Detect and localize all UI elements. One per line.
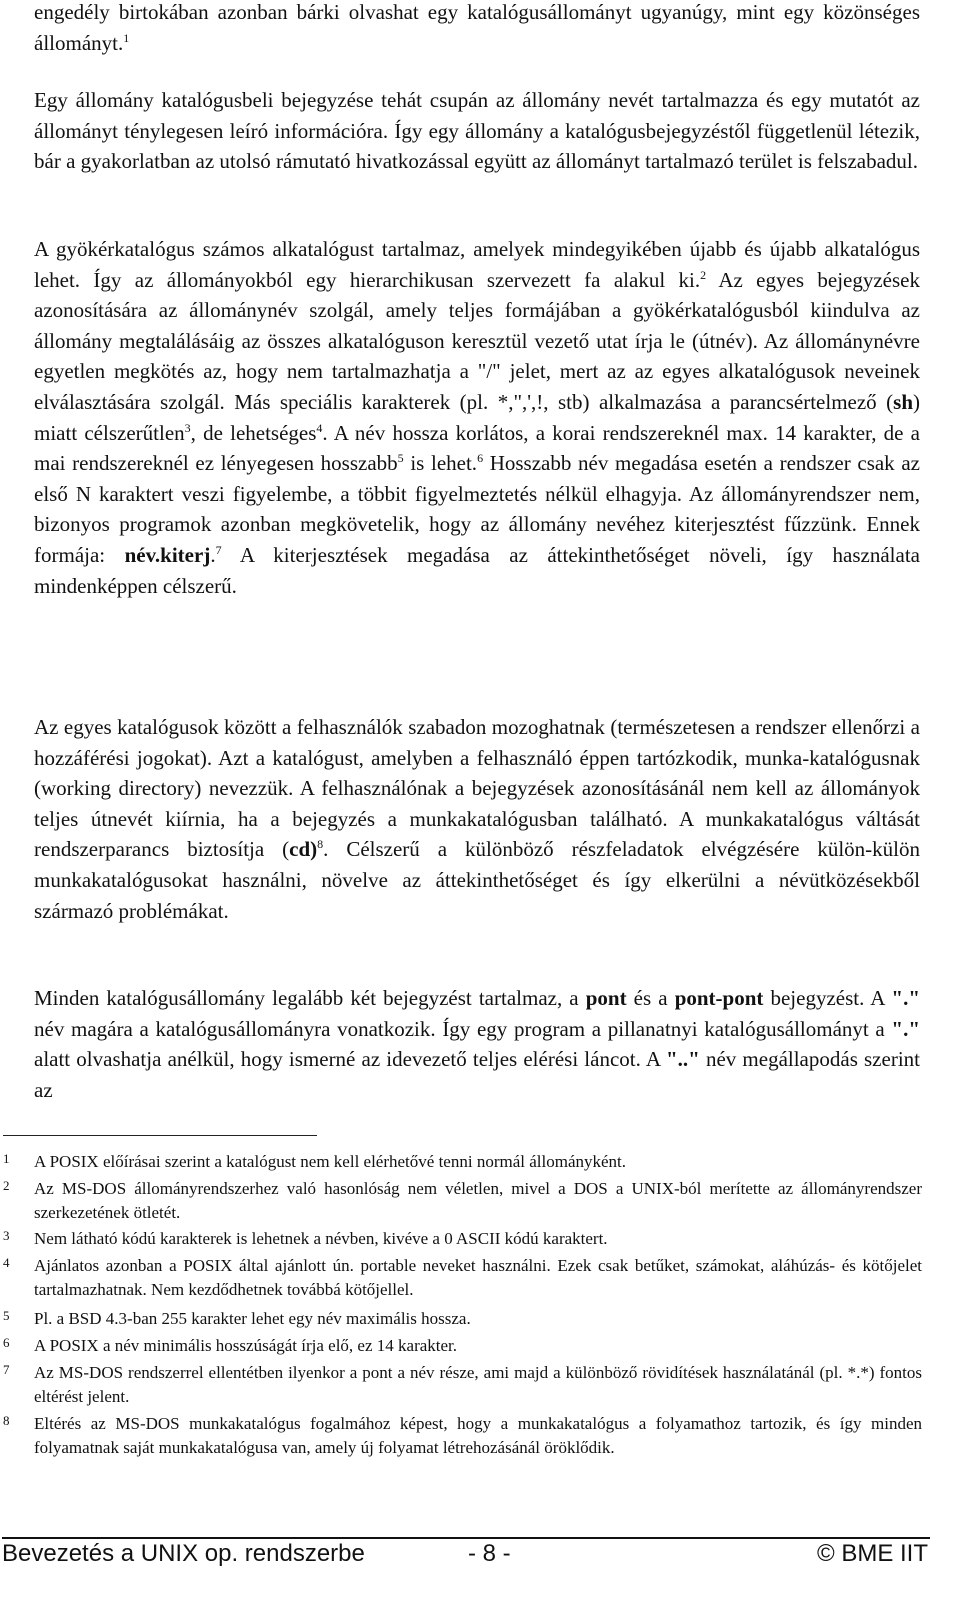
bold-term: "." <box>891 1016 920 1041</box>
footer-separator <box>2 1537 930 1539</box>
footnote-5 <box>0 1307 922 1331</box>
paragraph-text: . Célszerű a különböző részfeladatok elvégzésére külön-külön munkakatalógusokat használni, növelve az áttekinthetőséget és így elkerülni a névütközésekből származó problémákat. <box>34 837 920 923</box>
paragraph-text: alatt olvashatja anélkül, hogy ismerné az idevezető teljes elérési láncot. A <box>34 1047 666 1072</box>
footnote-ref: 1 <box>123 30 130 45</box>
paragraph-text: Az egyes bejegyzések azonosítására az állománynév szolgál, amely teljes formájában a gyökérkatalógusból kiindulva az állomány megtalálásáig az összes alkatalóguson keresztül vezető utat írja le (útnév). Az állománynévre egyetlen megkötés az, hogy nem tartalmazhatja a "/" jelet, mert az az egyes alkatalógusok neveinek elválasztására szolgál. Más speciális karakterek (pl. *,",',!, stb) alkalmazása a parancsértelmező ( <box>34 267 920 414</box>
footnote-text: A POSIX a név minimális hosszúságát írja elő, ez 14 karakter. <box>34 1336 458 1355</box>
footnote-ref: 6 <box>477 451 484 466</box>
footnote-text: Ajánlatos azonban a POSIX által ajánlott ún. portable neveket használni. Ezek csak betűket, számokat, aláhúzás- és kötőjelet tartalmazhatnak. Nem kezdődhetnek továbbá kötőjellel. <box>34 1256 922 1299</box>
footnote-ref: 5 <box>397 451 404 466</box>
footnote-separator <box>3 1135 317 1136</box>
footnote-4 <box>0 1254 922 1301</box>
paragraph-text: A gyökérkatalógus számos alkatalógust tartalmaz, amelyek mindegyikében újabb és újabb alkatalógus lehet. Így az állományokból egy hierarchikusan szervezett fa alakul ki. <box>34 237 920 292</box>
page-footer <box>2 1540 928 1568</box>
footnote-text: Eltérés az MS-DOS munkakatalógus fogalmához képest, hogy a munkakatalógus a folyamathoz tartozik, és így minden folyamatnak saját munkakatalógusa van, amely új folyamat létrehozásánál öröklődik. <box>34 1414 922 1457</box>
paragraph-text: bejegyzést. A <box>763 986 892 1010</box>
footnote-number: 3 <box>3 1228 10 1243</box>
footnote-ref: 8 <box>317 837 324 852</box>
footnote-3 <box>0 1227 922 1251</box>
paragraph-text: , de lehetséges <box>190 420 317 445</box>
paragraph-text: A kiterjesztések megadása az áttekinthetőséget növeli, így használata mindenképpen célszerű. <box>34 542 920 598</box>
bold-term: ".." <box>665 1047 700 1072</box>
paragraph-root-catalog <box>34 234 920 601</box>
footer-copyright: © BME IIT <box>816 1540 928 1567</box>
bold-term: név.kiterj <box>124 542 211 567</box>
footnote-text: Nem látható kódú karakterek is lehetnek a névben, kivéve a 0 ASCII kódú karaktert. <box>34 1229 608 1248</box>
footnote-ref: 7 <box>215 542 222 557</box>
paragraph-working-directory <box>34 712 920 926</box>
bold-term: sh <box>893 389 913 414</box>
paragraph-text: Egy állomány katalógusbeli bejegyzése tehát csupán az állomány nevét tartalmazza és egy mutatót az állományt ténylegesen leíró információra. Így egy állomány a katalógusbejegyzéstől függetlenül létezik, bár a gyakorlatban az utolsó rámutató hivatkozással együtt az állományt tartalmazó terület is felszabadul. <box>34 88 920 174</box>
bold-term: cd) <box>289 837 318 862</box>
footnote-6 <box>0 1334 922 1358</box>
footnote-text: Az MS-DOS állományrendszerhez való hasonlóság nem véletlen, mivel a DOS a UNIX-ból merítette az állományrendszer szerkezetének ötletét. <box>34 1179 922 1222</box>
paragraph-text: Az egyes katalógusok között a felhasználók szabadon mozoghatnak (természetesen a rendszer ellenőrzi a hozzáférési jogokat). Azt a katalógust, amelyben a felhasználó éppen tartózkodik, munka-katalógusnak (working directory) nevezzük. A felhasználónak a bejegyzések azonosításánál nem kell az állományok teljes útnevét kiírnia, ha a bejegyzés a munkakatalógusban található. A munkakatalógus váltását rendszerparancs biztosítja ( <box>34 715 920 862</box>
paragraph-text: és a <box>626 986 675 1010</box>
paragraph-intro <box>34 0 920 58</box>
paragraph-text: Hosszabb név megadása esetén a rendszer csak az első N karaktert veszi figyelembe, a többit figyelmeztetés nélkül elhagyja. Az állományrendszer nem, bizonyos programok azonban megkövetelik, hogy az állomány nevéhez kiterjesztést fűzzünk. Ennek formája: <box>34 451 920 567</box>
footnote-2 <box>0 1177 922 1224</box>
bold-term: "." <box>891 986 920 1010</box>
paragraph-text: . A név hossza korlátos, a korai rendszereknél max. 14 karakter, de a mai rendszereknél ez lényegesen hosszabb <box>34 420 920 476</box>
footnote-number: 5 <box>3 1308 10 1323</box>
footer-title: Bevezetés a UNIX op. rendszerbe <box>2 1540 365 1567</box>
bold-term: pont <box>585 986 627 1010</box>
paragraph-text: engedély birtokában azonban bárki olvashat egy katalógusállományt ugyanúgy, mint egy közönséges állományt. <box>34 0 920 55</box>
paragraph-text: . <box>210 542 216 567</box>
paragraph-text: név magára a katalógusállományra vonatkozik. Így egy program a pillanatnyi katalógusállományt a <box>34 1016 892 1041</box>
bold-term: pont-pont <box>674 986 764 1010</box>
footnote-text: Pl. a BSD 4.3-ban 255 karakter lehet egy név maximális hossza. <box>34 1309 471 1328</box>
page-number: - 8 - <box>468 1540 511 1567</box>
footnote-text: A POSIX előírásai szerint a katalógust nem kell elérhetővé tenni normál állományként. <box>34 1152 627 1171</box>
footnote-number: 6 <box>3 1335 10 1350</box>
paragraph-text: név megállapodás szerint az <box>34 1047 920 1102</box>
footnote-text: Az MS-DOS rendszerrel ellentétben ilyenkor a pont a név része, ami majd a különböző rövidítések használatánál (pl. *.*) fontos eltérést jelent. <box>34 1363 922 1406</box>
paragraph-text: ) miatt célszerűtlen <box>34 389 920 445</box>
paragraph-dot-entries <box>34 983 920 1105</box>
footnote-1 <box>0 1150 922 1174</box>
footnote-number: 1 <box>3 1151 10 1166</box>
footnote-8 <box>0 1412 922 1459</box>
footnote-number: 2 <box>3 1178 10 1193</box>
footnote-number: 8 <box>3 1413 10 1428</box>
footnote-ref: 4 <box>316 420 323 435</box>
footnote-7 <box>0 1361 922 1408</box>
footnote-number: 7 <box>3 1362 10 1377</box>
paragraph-text: Minden katalógusállomány legalább két bejegyzést tartalmaz, a <box>34 986 586 1010</box>
paragraph-catalog-entry <box>34 85 920 177</box>
paragraph-text: is lehet. <box>403 451 478 476</box>
footnote-ref: 3 <box>184 420 191 435</box>
footnote-number: 4 <box>3 1255 10 1270</box>
footnote-ref: 2 <box>700 267 707 282</box>
